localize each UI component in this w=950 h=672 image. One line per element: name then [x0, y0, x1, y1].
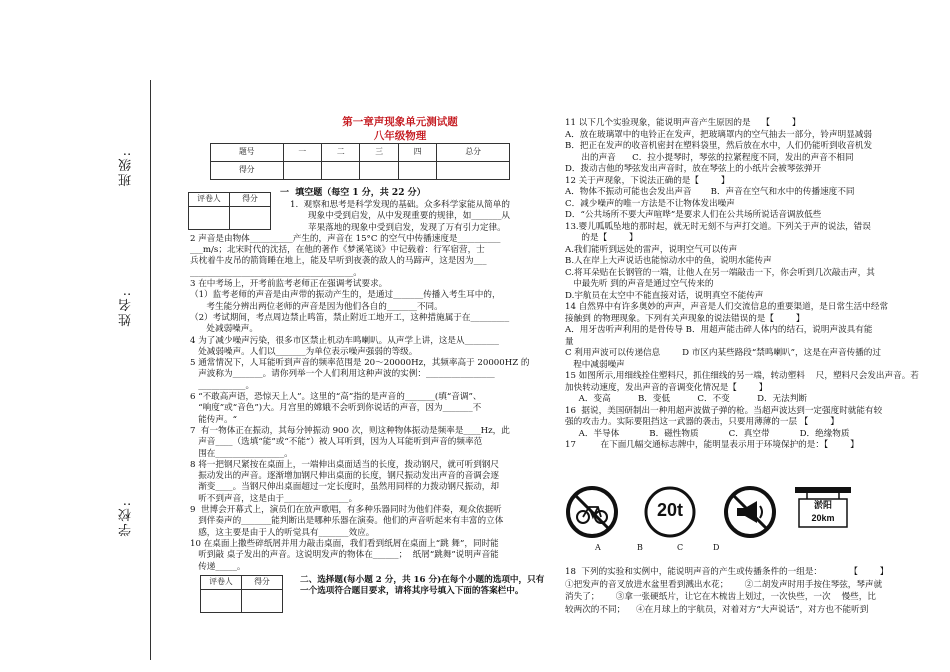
- text-line: ___m/s；北宋时代的沈括，在他的著作《梦溪笔谈》中记载着：行军宿营，士: [190, 245, 485, 256]
- score-cell[interactable]: [398, 162, 436, 180]
- text-line: 中最先听 到的声音是通过空气传来的: [565, 279, 714, 289]
- school-label: 学校:: [119, 500, 134, 537]
- section1-heading-box: [280, 188, 550, 200]
- text-line: B．把正在发声的收音机密封在塑料袋里，然后放在水中，人们仍能听到收音机发: [565, 141, 873, 151]
- text-line: A．放在玻璃罩中的电铃正在发声，把玻璃罩内的空气抽去一部分，铃声明显减弱: [565, 129, 872, 140]
- text-line: 10 在桌面上撒些碎纸屑并用力敲击桌面，我们看到纸屑在桌面上“跳 舞”，同时能: [190, 538, 499, 549]
- section1-heading: 一 填空题（每空 1 分，共 22 分）: [280, 188, 426, 198]
- text-line: 围在________________。: [190, 448, 293, 459]
- text-line: 14 自然界中有许多奥妙的声声，声音是人们交流信息的重要渠道，是日常生活中经常: [565, 302, 889, 312]
- text-line: C 利用声波可以传递信息 D 市区内某些路段“禁鸣喇叭”，这是在声音传播的过: [565, 348, 881, 358]
- text-line: ______________________________________。: [190, 267, 362, 278]
- score-table-header: [211, 144, 510, 162]
- distance-sign-place: 淤阳: [813, 501, 832, 511]
- text-line: A.我们能听到远处的雷声，说明空气可以传声: [565, 244, 738, 255]
- weight-limit-text: 20t: [656, 500, 683, 520]
- score-cell[interactable]: [322, 162, 360, 180]
- text-line: 的是【 】: [565, 233, 638, 243]
- text-line: 感，这主要是由于人的听觉具有_______效应。: [190, 527, 375, 538]
- text-line: ①把发声的音叉放进水盆里看到溅出水花； ②二胡发声时用手按住琴弦，琴声就: [565, 579, 883, 590]
- text-line: 17 在下面几幅交通标志牌中，能明显表示用于环境保护的是：【 】: [565, 440, 859, 450]
- score-table-row: [211, 162, 510, 180]
- grader-cell[interactable]: [242, 590, 283, 613]
- section2-heading-box: [300, 575, 550, 598]
- text-line: 4 为了减少噪声污染，很多市区禁止机动车鸣喇叭。从声学上讲，这是从________: [190, 335, 499, 346]
- text-line: 听到敲 桌子发出的声音。这说明发声的物体在______； 纸屑“跳舞”说明声音能: [190, 550, 499, 561]
- score-cell[interactable]: [360, 162, 398, 180]
- text-line: 现象中受到启发，从中发现重要的规律，如_______从: [308, 211, 510, 222]
- text-line: 程中减弱噪声: [565, 359, 625, 370]
- score-header-cell: 四: [398, 144, 436, 162]
- text-line: 13.婴儿呱呱坠地的那时起，就无时无刻不与声打交道。下列关于声的说法，错误: [565, 221, 871, 232]
- text-line: 处减弱噪声。人们以_______为单位表示噪声强弱的等级。: [190, 346, 418, 357]
- text-line: 2 声音是由物体__________产生的，声音在 15°C 的空气中传播速度是__________: [190, 233, 501, 244]
- sign-letter: B: [637, 543, 643, 552]
- text-line: （1）监考老师的声音是由声带的振动产生的，是通过_______传播入考生耳中的，: [190, 290, 501, 301]
- text-line: 较两次的不同； ④在月球上的宇航员，对着对方“大声说话”，对方也不能听到: [565, 604, 869, 615]
- weight-limit-sign-icon: [643, 485, 697, 539]
- text-line: （2）考试期间，考点周边禁止鸣笛，禁止附近工地开工，这种措施属于在_________: [190, 312, 510, 323]
- text-line: 出的声音 C．拉小提琴时，琴弦的拉紧程度不同，发出的声音不相同: [565, 152, 854, 163]
- text-line: 到伴奏声的_______能判断出是哪种乐器在演奏。他们的声音听起来有丰富的立体: [190, 516, 504, 527]
- score-cell[interactable]: [283, 162, 321, 180]
- text-line: C．减少噪声的唯一方法是不让物体发出噪声: [565, 198, 735, 209]
- score-header-cell: 二: [322, 144, 360, 162]
- text-line: D．拨动吉他的琴弦发出声音时，放在琴弦上的小纸片会被琴弦弹开: [565, 164, 822, 174]
- sign-letter: C: [677, 543, 684, 552]
- title-sub: 八年级物理: [373, 129, 427, 142]
- text-line: 消失了； ③拿一张硬纸片，让它在木梳齿上划过，一次快些，一次 慢些，比: [565, 592, 876, 602]
- right-column: [565, 118, 920, 452]
- text-line: 1. 观察和思考是科学发现的基础。众多科学家能从简单的: [290, 200, 510, 210]
- text-line: A．用牙齿听声利用的是骨传导 B．用超声能击碎人体内的结石，说明声波具有能: [565, 325, 873, 335]
- exam-title: [300, 116, 500, 143]
- text-line: 15 如图所示,用细线拴住塑料尺，抓住细线的另一端，转动塑料 尺，塑料尺会发出声音。若加快转动速度，发出声音的音调变化情况是【 】: [565, 371, 919, 393]
- text-line: 12 关于声现象，下说法正确的是【 】: [565, 175, 730, 186]
- text-line: 苹果落地的现象中受到启发，发现了万有引力定律。: [308, 222, 506, 233]
- text-line: 9 世博会开幕式上，演员们在放声歌唱，有多种乐器同时为他们伴奏，观众依据听: [190, 505, 502, 516]
- score-header-cell: 题号: [211, 144, 284, 162]
- text-line: 处减弱噪声。: [190, 324, 258, 335]
- text-line: 6 “不敢高声语，恐惊天上人”。这里的“高”指的是声音的_______(填“音调”、: [190, 392, 482, 403]
- score-header-cell: 总分: [437, 144, 510, 162]
- no-horn-sign-icon: [723, 485, 777, 539]
- right-column-after: [565, 566, 925, 616]
- text-line: A．变高 B．变低 C．不变 D．无法判断: [565, 394, 807, 404]
- distance-sign-icon: [793, 485, 853, 539]
- score-header-cell: 三: [360, 144, 398, 162]
- score-cell[interactable]: [437, 162, 510, 180]
- text-line: ___________。: [190, 380, 255, 391]
- title-main: 第一章声现象单元测试题: [342, 116, 458, 128]
- grader-score-label: 得分: [230, 193, 271, 207]
- score-table: [210, 143, 510, 180]
- text-line: 考生能分辨出两位老师的声音是因为他们各自的_______不同。: [190, 301, 443, 312]
- text-line: D．“公共场所不要大声喧哗”是要求人们在公共场所说话音调放低些: [565, 210, 822, 220]
- text-line: 声音____（选填“能”或“不能”）被人耳听到，因为人耳能听到声音的频率范: [190, 437, 483, 448]
- text-line: 能传声。“: [190, 414, 237, 425]
- text-line: A．物体不振动可能也会发出声音 B．声音在空气和水中的传播速度不同: [565, 187, 855, 197]
- sign-letter: A: [595, 543, 601, 552]
- text-line: 11 以下几个实验现象，能说明声音产生原因的是 【 】: [565, 118, 801, 128]
- grader-label: 评卷人: [201, 576, 242, 590]
- grader-box-2: [200, 575, 283, 613]
- text-line: 强的攻击力。实际要阻挡这一武器的袭击，只要用薄薄的一层 【 】: [565, 417, 839, 427]
- text-line: 声波称为_______。请你列举一个人们利用这种声波的实例：________________: [190, 369, 495, 380]
- text-line: 16 据说，美国研制出一种用超声波做子弹的枪。当超声波达到一定强度时就能有较: [565, 405, 883, 416]
- name-label: 姓名:: [119, 290, 134, 327]
- text-line: 渐变____。当钢尺伸出桌面超过一定长度时，虽然用同样的力拨动钢尺振动，却: [190, 482, 499, 493]
- class-label: 班级:: [119, 150, 134, 187]
- text-line: 接触到 的物理现象。下列有关声现象的说法错误的是【 】: [565, 313, 805, 324]
- text-line: A．半导体 B．磁性物质 C．真空带 D．绝缘物质: [565, 428, 850, 439]
- text-line: 5 通常情况下，人耳能听到声音的频率范围是 20～20000Hz，其频率高于 20000HZ 的: [190, 358, 530, 369]
- text-line: 量: [565, 336, 574, 347]
- score-row-label: 得分: [211, 162, 284, 180]
- score-header-cell: 一: [283, 144, 321, 162]
- text-line: 兵枕着牛皮吊的箭筒睡在地上，能及早听到夜袭的敌人的马蹄声，这是因为___: [190, 256, 487, 267]
- text-line: D.宇航员在太空中不能直接对话，说明真空不能传声: [565, 290, 764, 301]
- text-line: 3 在中考场上，开考前监考老师正在强调考试要求。: [190, 279, 388, 290]
- no-bicycle-sign-icon: [565, 485, 619, 539]
- grader-label: 评卷人: [189, 193, 230, 207]
- text-line: B.人在岸上大声说话也能惊动水中的鱼，说明水能传声: [565, 256, 772, 266]
- text-line: 8 将一把钢尺紧按在桌面上，一端伸出桌面适当的长度，拨动钢尺，就可听到钢尺: [190, 459, 499, 470]
- section1-body: [190, 200, 560, 573]
- distance-sign-km: 20km: [811, 513, 835, 523]
- sign-letter: D: [713, 543, 720, 552]
- grader-cell[interactable]: [201, 590, 242, 613]
- grader-score-label: 得分: [242, 576, 283, 590]
- traffic-signs: [565, 485, 910, 557]
- text-line: 听不到声音，这是由于_______________。: [190, 493, 358, 504]
- text-line: C.将耳朵贴在长钢管的一端，让他人在另一端敲击一下，你会听到几次敲击声，其: [565, 267, 875, 278]
- text-line: 18 下列的实验和实例中，能说明声音的产生或传播条件的一组是： 【 】: [565, 567, 889, 577]
- text-line: “响度”或“音色”)大。月宫里的嫦娥不会听到你说话的声音，因为_______不: [190, 403, 482, 414]
- section2-heading: 二、选择题(每小题 2 分，共 16 分)在每个小题的选项中，只有一个选项符合题目要求，请将其序号填入下面的答案栏中。: [300, 575, 545, 597]
- text-line: 7 有一物体正在振动，其每分钟振动 900 次，则这种物体振动是频率是____Hz，此: [190, 425, 510, 436]
- text-line: 振动发出的声音。逐渐增加钢尺伸出桌面的长度，钢尺振动发出声音的音调会逐: [190, 471, 499, 482]
- text-line: 传递_____。: [190, 561, 246, 572]
